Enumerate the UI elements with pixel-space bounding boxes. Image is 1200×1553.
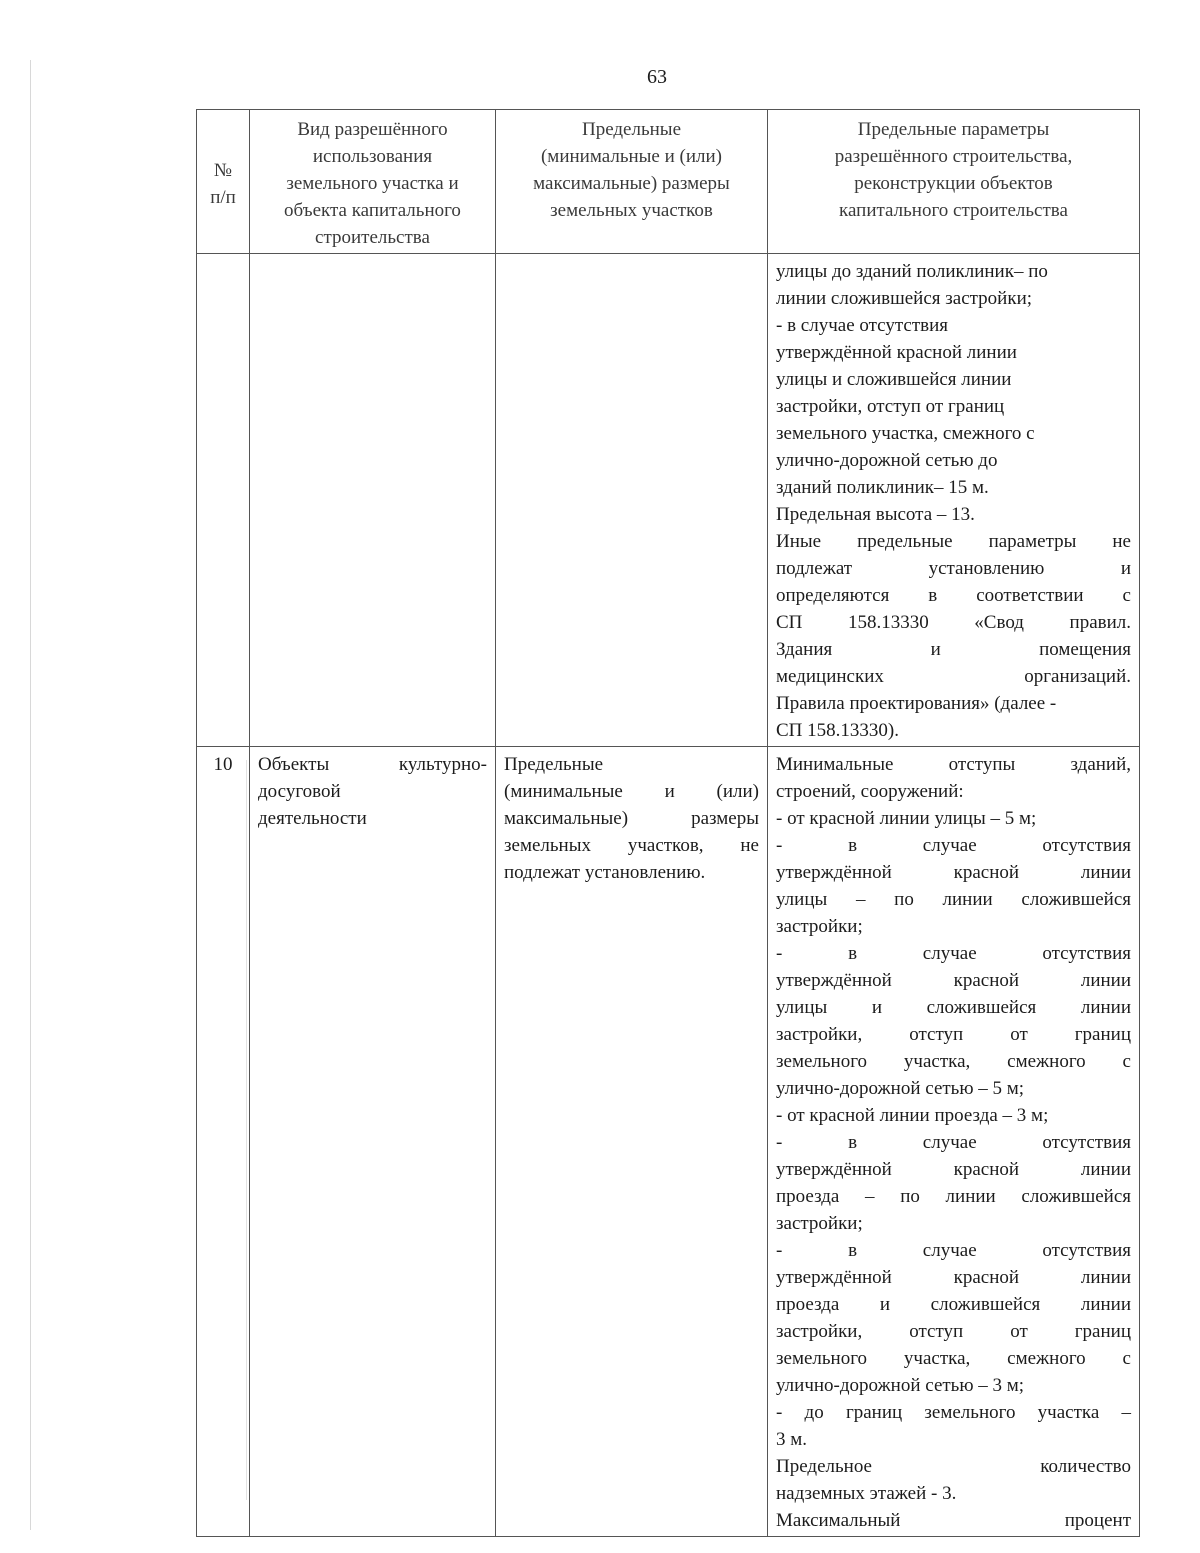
cell-sizes [496,254,768,747]
header-sizes [496,110,768,254]
text-line: Максимальный процент [776,1510,1131,1531]
header-line: (минимальные и (или) [540,146,722,167]
text-line: подлежат установлению. [504,862,706,883]
text-line: Минимальные отступы зданий, [776,754,1131,775]
header-line: п/п [210,186,236,208]
text-line: проезда и сложившейся линии [776,1294,1131,1315]
header-line: Вид разрешённого [297,119,448,140]
text-line: Предельная высота – 13. [776,504,975,525]
cell-number: 10 [197,747,250,1537]
text-line: земельных участков, не [504,835,759,856]
text-line: подлежат установлению и [776,558,1131,579]
text-line: Объекты культурно- [258,754,487,775]
header-line: капитального строительства [839,200,1068,221]
text-line: улично-дорожной сетью – 5 м; [776,1078,1025,1099]
text-line: (минимальные и (или) [504,781,759,802]
text-line: деятельности [258,808,367,829]
zoning-parameters-table [196,109,1140,1537]
text-line: - в случае отсутствия [776,835,1131,856]
text-line: улицы и сложившейся линии [776,997,1131,1018]
cell-kind [250,747,496,1537]
header-kind [250,110,496,254]
text-line: 3 м. [776,1429,808,1450]
text-line: утверждённой красной линии [776,862,1131,883]
text-line: проезда – по линии сложившейся [776,1186,1131,1207]
text-line: улицы – по линии сложившейся [776,889,1131,910]
cell-kind [250,254,496,747]
text-line: улично-дорожной сетью до [776,450,998,471]
table-row-continued [197,254,1140,747]
text-line: медицинских организаций. [776,666,1131,687]
table-header-row [197,110,1140,254]
text-line: утверждённой красной линии [776,1267,1131,1288]
text-line: определяются в соответствии с [776,585,1131,606]
text-line: зданий поликлиник– 15 м. [776,477,989,498]
scan-edge-line [30,60,31,1530]
text-line: Здания и помещения [776,639,1131,660]
text-line: СП 158.13330). [776,720,899,741]
text-line: улицы до зданий поликлиник– по [776,261,1048,282]
text-line: - в случае отсутствия [776,1132,1131,1153]
page-number: 63 [647,66,667,88]
text-line: - в случае отсутствия [776,315,949,336]
text-line: - от красной линии проезда – 3 м; [776,1105,1049,1126]
text-line: улично-дорожной сетью – 3 м; [776,1375,1025,1396]
text-line: застройки; [776,916,863,937]
header-line: земельных участков [550,200,713,221]
text-line: - до границ земельного участка – [776,1402,1131,1423]
header-line: № [213,159,233,181]
text-line: застройки; [776,1213,863,1234]
text-line: Иные предельные параметры не [776,531,1131,552]
text-line: строений, сооружений: [776,781,964,802]
text-line: - в случае отсутствия [776,1240,1131,1261]
text-line: линии сложившейся застройки; [776,288,1033,309]
text-line: утверждённой красной линии [776,342,1017,363]
text-line: Предельные [504,754,604,775]
header-number [197,110,250,254]
header-line: максимальные) размеры [533,173,730,194]
text-line: застройки, отступ от границ [776,396,1005,417]
header-line: использования [312,146,433,167]
text-line: - от красной линии улицы – 5 м; [776,808,1037,829]
cell-sizes [496,747,768,1537]
text-line: надземных этажей - 3. [776,1483,957,1504]
text-line: СП 158.13330 «Свод правил. [776,612,1131,633]
header-line: строительства [315,227,430,248]
text-line: утверждённой красной линии [776,970,1131,991]
text-line: - в случае отсутствия [776,943,1131,964]
text-line: Правила проектирования» (далее - [776,693,1057,714]
text-line: досуговой [258,781,341,802]
header-line: Предельные [581,119,682,140]
text-line: земельного участка, смежного с [776,1348,1131,1369]
text-line: утверждённой красной линии [776,1159,1131,1180]
text-line: Предельное количество [776,1456,1131,1477]
text-line: застройки, отступ от границ [776,1024,1131,1045]
text-line: земельного участка, смежного с [776,1051,1131,1072]
cell-number [197,254,250,747]
cell-params [768,747,1140,1537]
cell-params [768,254,1140,747]
header-line: земельного участка и [286,173,459,194]
text-line: максимальные) размеры [504,808,759,829]
header-line: объекта капитального [284,200,461,221]
header-line: разрешённого строительства, [834,146,1073,167]
text-line: застройки, отступ от границ [776,1321,1131,1342]
text-line: улицы и сложившейся линии [776,369,1012,390]
table-row-10 [197,747,1140,1537]
header-params [768,110,1140,254]
text-line: земельного участка, смежного с [776,423,1035,444]
header-line: Предельные параметры [857,119,1050,140]
header-line: реконструкции объектов [854,173,1053,194]
